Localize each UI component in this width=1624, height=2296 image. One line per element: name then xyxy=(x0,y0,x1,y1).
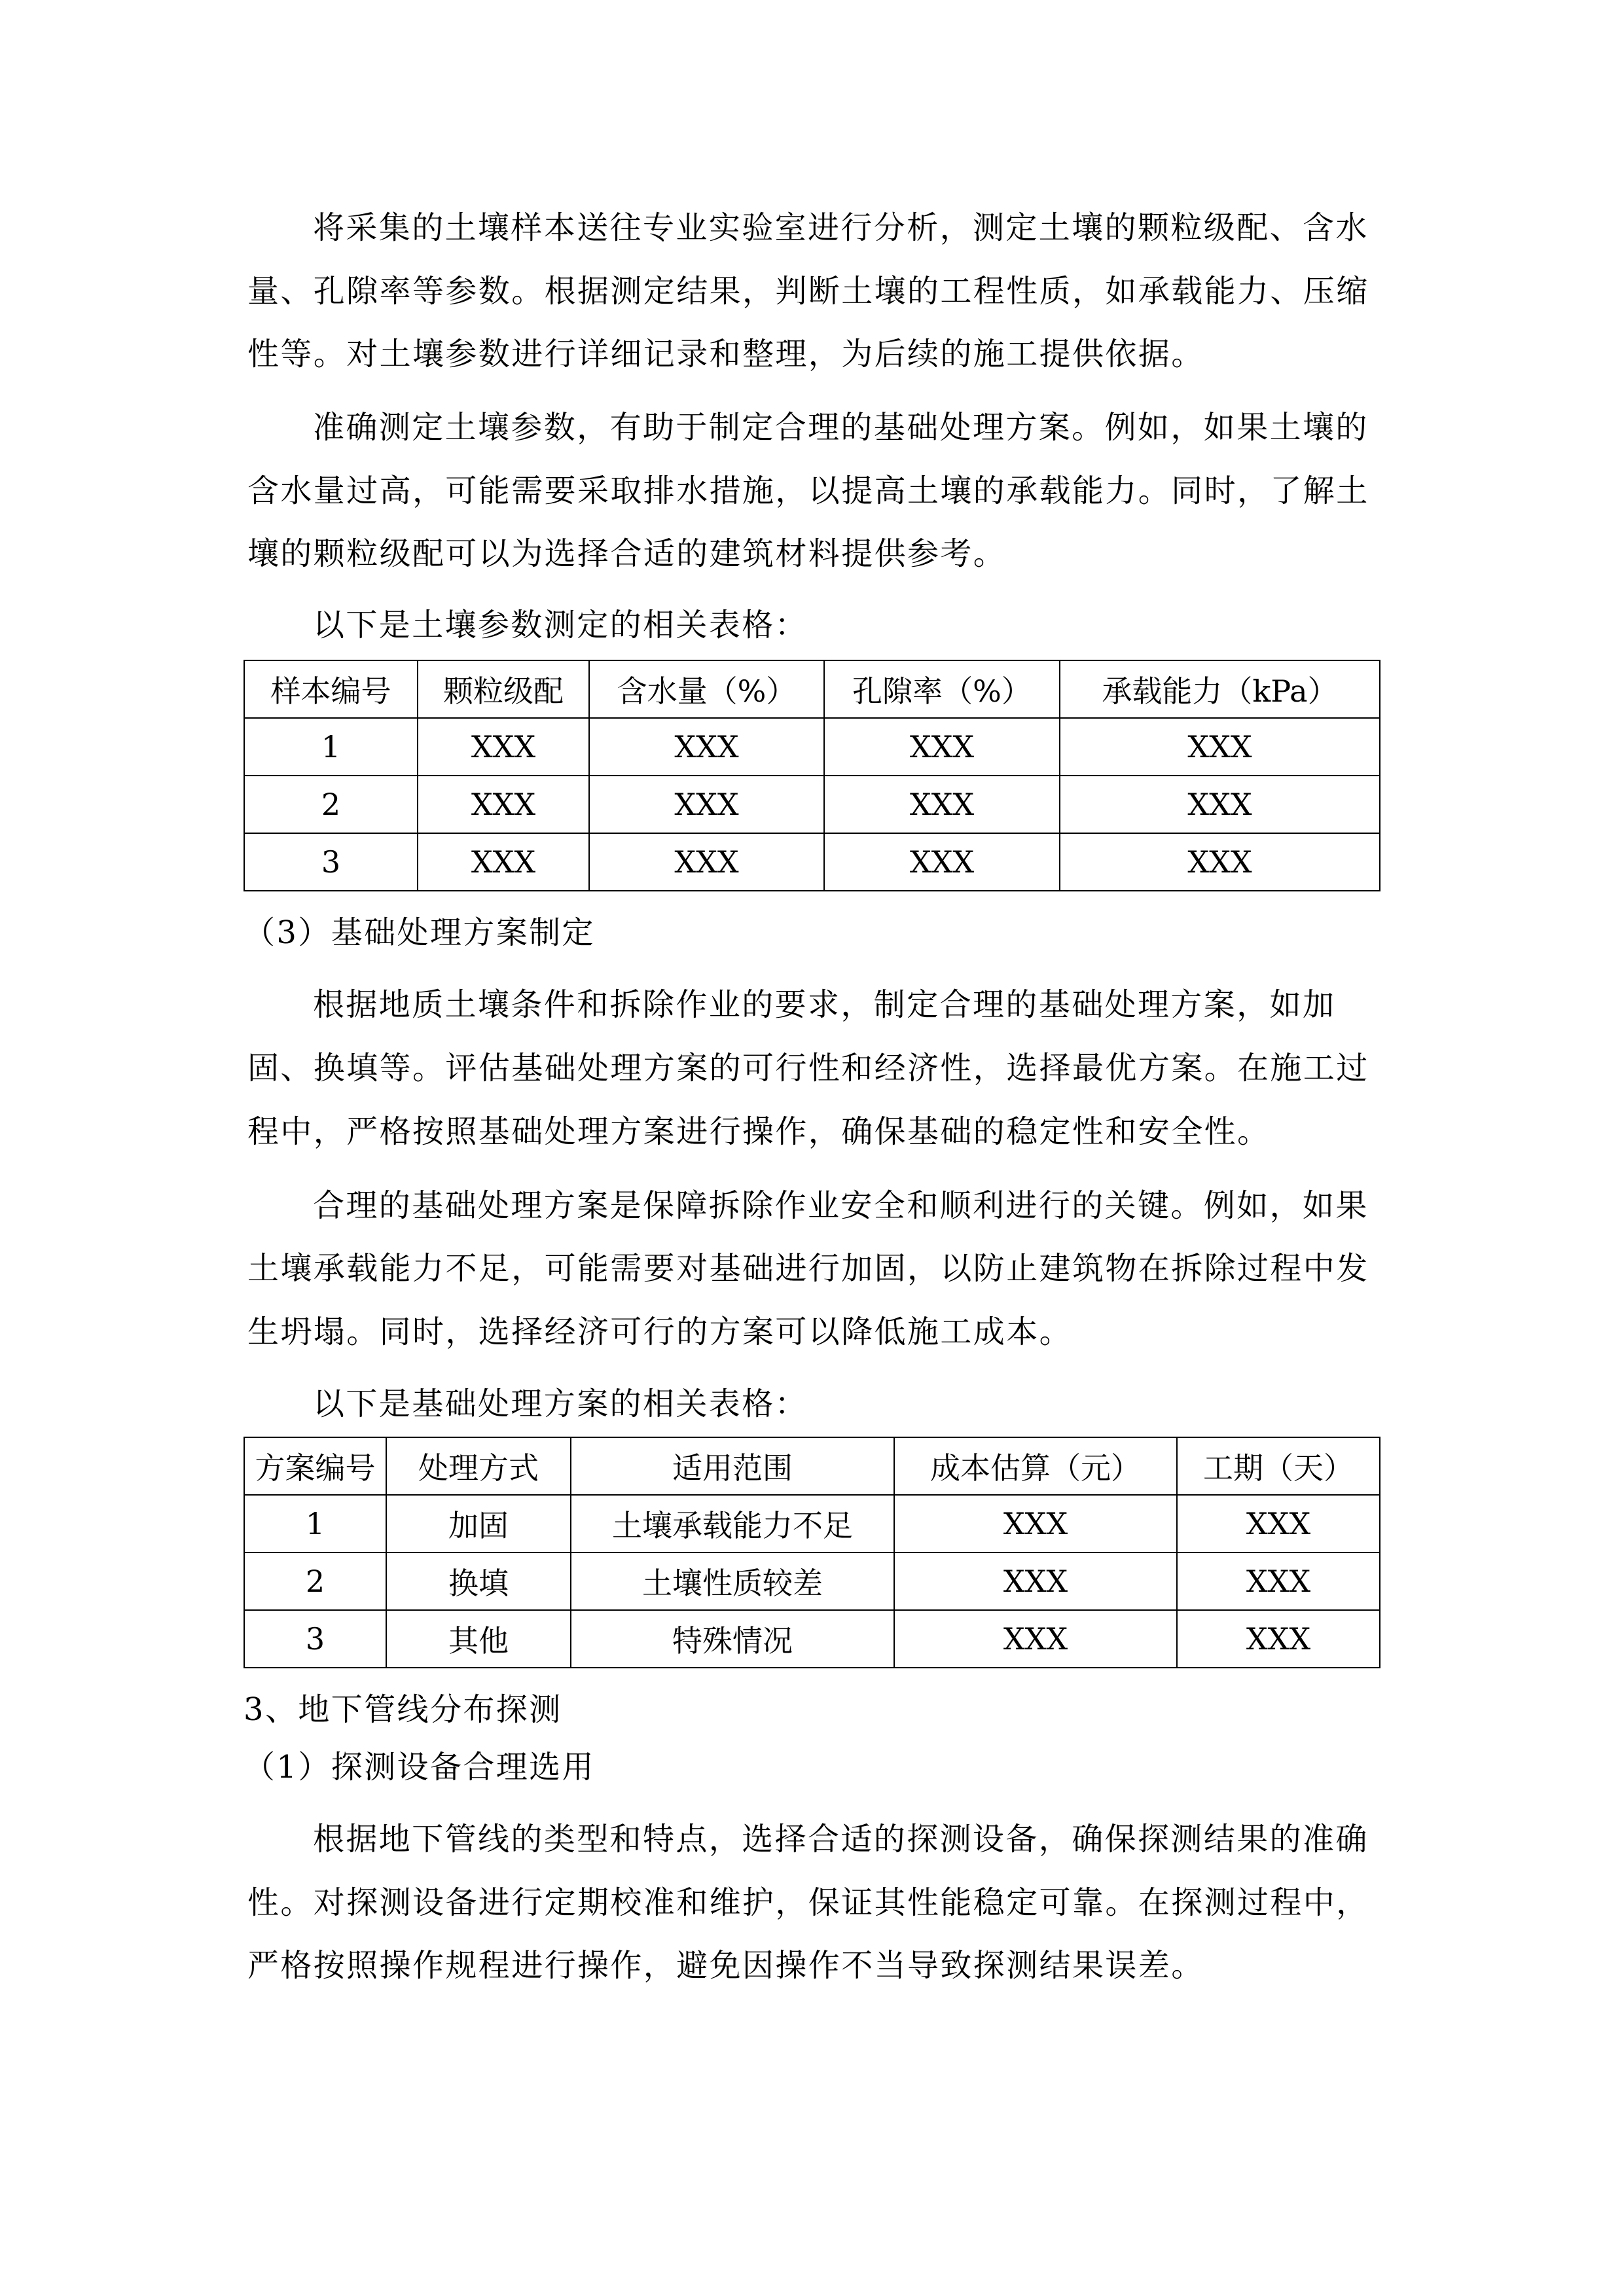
table-cell: 2 xyxy=(244,776,418,833)
table-cell: XXX xyxy=(894,1552,1177,1610)
foundation-treatment-table xyxy=(244,1437,1380,1668)
table-cell: 土壤性质较差 xyxy=(571,1552,894,1610)
table-row xyxy=(244,776,1380,833)
table-cell: XXX xyxy=(824,776,1060,833)
table-row xyxy=(244,1552,1380,1610)
column-header: 承载能力（kPa） xyxy=(1060,660,1380,718)
column-header: 样本编号 xyxy=(244,660,418,718)
table-cell: 换填 xyxy=(386,1552,571,1610)
table-cell: 加固 xyxy=(386,1495,571,1552)
table-cell: 特殊情况 xyxy=(571,1610,894,1668)
table-cell: XXX xyxy=(894,1495,1177,1552)
table-cell: XXX xyxy=(1177,1610,1380,1668)
table-cell: 3 xyxy=(244,1610,386,1668)
paragraph-line: 将采集的土壤样本送往专业实验室进行分析，测定土壤的颗粒级配、含水 xyxy=(313,209,1369,246)
table-cell: XXX xyxy=(1060,833,1380,891)
table-cell: XXX xyxy=(894,1610,1177,1668)
table-cell: XXX xyxy=(824,718,1060,776)
column-header: 孔隙率（%） xyxy=(824,660,1060,718)
table-row xyxy=(244,1495,1380,1552)
table-row xyxy=(244,1610,1380,1668)
table-cell: XXX xyxy=(1177,1552,1380,1610)
table-cell: 1 xyxy=(244,718,418,776)
table1-intro: 以下是土壤参数测定的相关表格： xyxy=(313,607,808,643)
table-cell: XXX xyxy=(1060,776,1380,833)
table-cell: XXX xyxy=(418,776,589,833)
paragraph-line: 性。对探测设备进行定期校准和维护，保证其性能稳定可靠。在探测过程中， xyxy=(247,1884,1369,1921)
subsection-heading: （3）基础处理方案制定 xyxy=(244,914,595,951)
table-cell: 3 xyxy=(244,833,418,891)
table-cell: XXX xyxy=(824,833,1060,891)
paragraph-line: 程中，严格按照基础处理方案进行操作，确保基础的稳定性和安全性。 xyxy=(247,1113,1271,1150)
paragraph-line: 严格按照操作规程进行操作，避免因操作不当导致探测结果误差。 xyxy=(247,1947,1204,1984)
table-cell: XXX xyxy=(589,718,824,776)
paragraph-line: 壤的颗粒级配可以为选择合适的建筑材料提供参考。 xyxy=(247,535,1007,572)
column-header: 成本估算（元） xyxy=(894,1437,1177,1495)
paragraph-line: 根据地下管线的类型和特点，选择合适的探测设备，确保探测结果的准确 xyxy=(313,1821,1369,1857)
table-header-row xyxy=(244,1437,1380,1495)
column-header: 方案编号 xyxy=(244,1437,386,1495)
column-header: 处理方式 xyxy=(386,1437,571,1495)
paragraph-line: 生坍塌。同时，选择经济可行的方案可以降低施工成本。 xyxy=(247,1314,1073,1350)
section-heading: 3、地下管线分布探测 xyxy=(244,1691,562,1728)
paragraph-line: 合理的基础处理方案是保障拆除作业安全和顺利进行的关键。例如，如果 xyxy=(313,1187,1369,1224)
table-row xyxy=(244,718,1380,776)
table-cell: XXX xyxy=(589,776,824,833)
paragraph-line: 含水量过高，可能需要采取排水措施，以提高土壤的承载能力。同时，了解土 xyxy=(247,473,1369,509)
paragraph-line: 量、孔隙率等参数。根据测定结果，判断土壤的工程性质，如承载能力、压缩 xyxy=(247,273,1369,310)
column-header: 颗粒级配 xyxy=(418,660,589,718)
table-cell: XXX xyxy=(418,718,589,776)
table-cell: XXX xyxy=(589,833,824,891)
paragraph-line: 准确测定土壤参数，有助于制定合理的基础处理方案。例如，如果土壤的 xyxy=(313,409,1369,446)
table-header-row xyxy=(244,660,1380,718)
column-header: 工期（天） xyxy=(1177,1437,1380,1495)
table-cell: XXX xyxy=(1177,1495,1380,1552)
table-row xyxy=(244,833,1380,891)
table-cell: 1 xyxy=(244,1495,386,1552)
table2-intro: 以下是基础处理方案的相关表格： xyxy=(313,1386,808,1422)
table-cell: XXX xyxy=(1060,718,1380,776)
paragraph-line: 根据地质土壤条件和拆除作业的要求，制定合理的基础处理方案，如加 xyxy=(313,986,1336,1023)
table-cell: XXX xyxy=(418,833,589,891)
paragraph-line: 土壤承载能力不足，可能需要对基础进行加固，以防止建筑物在拆除过程中发 xyxy=(247,1250,1369,1287)
table-cell: 土壤承载能力不足 xyxy=(571,1495,894,1552)
subsection-heading: （1）探测设备合理选用 xyxy=(244,1749,595,1785)
column-header: 适用范围 xyxy=(571,1437,894,1495)
paragraph-line: 固、换填等。评估基础处理方案的可行性和经济性，选择最优方案。在施工过 xyxy=(247,1050,1369,1086)
table-cell: 2 xyxy=(244,1552,386,1610)
column-header: 含水量（%） xyxy=(589,660,824,718)
paragraph-line: 性等。对土壤参数进行详细记录和整理，为后续的施工提供依据。 xyxy=(247,336,1204,372)
table-cell: 其他 xyxy=(386,1610,571,1668)
soil-parameter-table xyxy=(244,660,1380,891)
